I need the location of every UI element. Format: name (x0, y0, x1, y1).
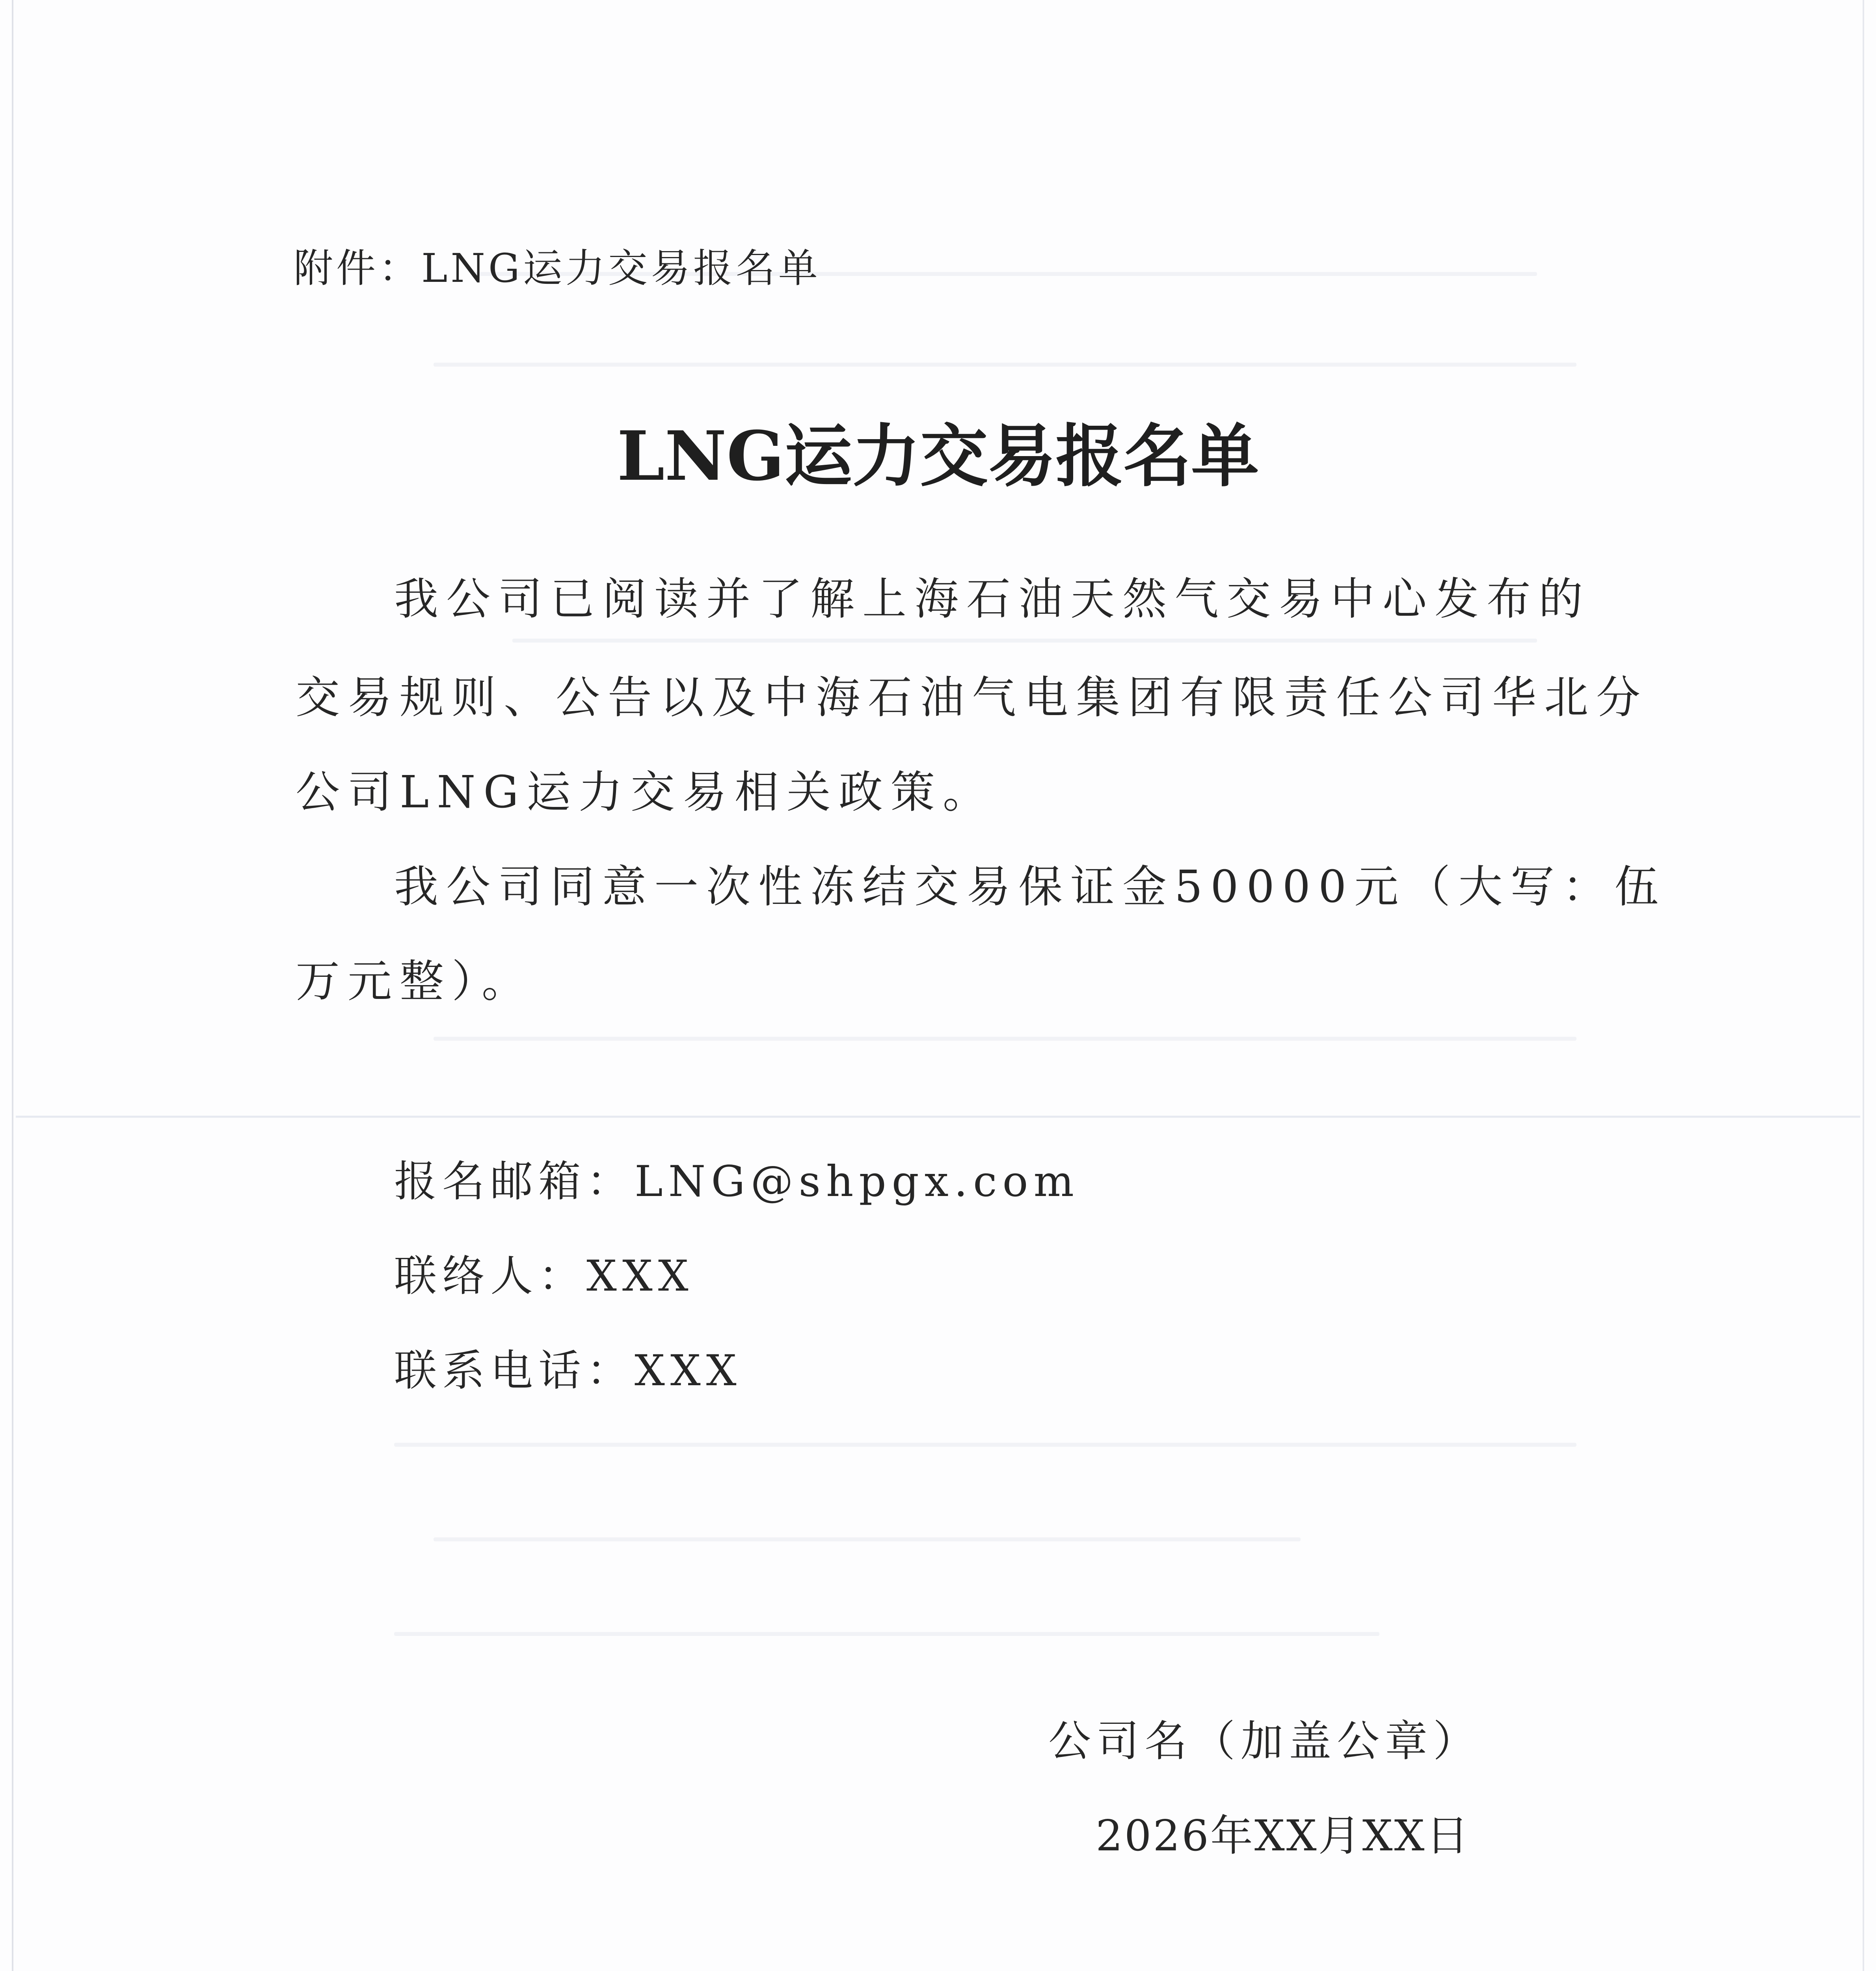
show-through-line (394, 1632, 1379, 1636)
show-through-line (434, 1037, 1576, 1041)
company-seal-line: 公司名（加盖公章） (1048, 1717, 1481, 1766)
document-title: LNG运力交易报名单 (617, 416, 1259, 496)
attachment-label: 附件：LNG运力交易报名单 (294, 245, 821, 291)
fold-line-upper (16, 1116, 1860, 1118)
scan-edge-left (12, 0, 13, 1971)
scan-edge-right (1863, 0, 1864, 1971)
show-through-line (394, 1443, 1576, 1447)
show-through-line (434, 1537, 1301, 1541)
signature-date: 2026年XX月XX日 (1096, 1811, 1470, 1861)
paragraph-line-5: 万元整）。 (296, 956, 534, 1007)
paragraph-line-2: 交易规则、公告以及中海石油气电集团有限责任公司华北分 (296, 672, 1648, 723)
contact-phone: 联系电话：XXX (394, 1346, 742, 1395)
signup-email: 报名邮箱：LNG@shpgx.com (394, 1157, 1079, 1206)
paragraph-line-4: 我公司同意一次性冻结交易保证金50000元（大写：伍 (394, 861, 1667, 913)
paragraph-line-1: 我公司已阅读并了解上海石油天然气交易中心发布的 (394, 574, 1591, 625)
contact-person: 联络人：XXX (394, 1252, 694, 1301)
show-through-line (434, 363, 1576, 367)
show-through-line (512, 639, 1537, 643)
paragraph-line-3: 公司LNG运力交易相关政策。 (296, 767, 995, 818)
